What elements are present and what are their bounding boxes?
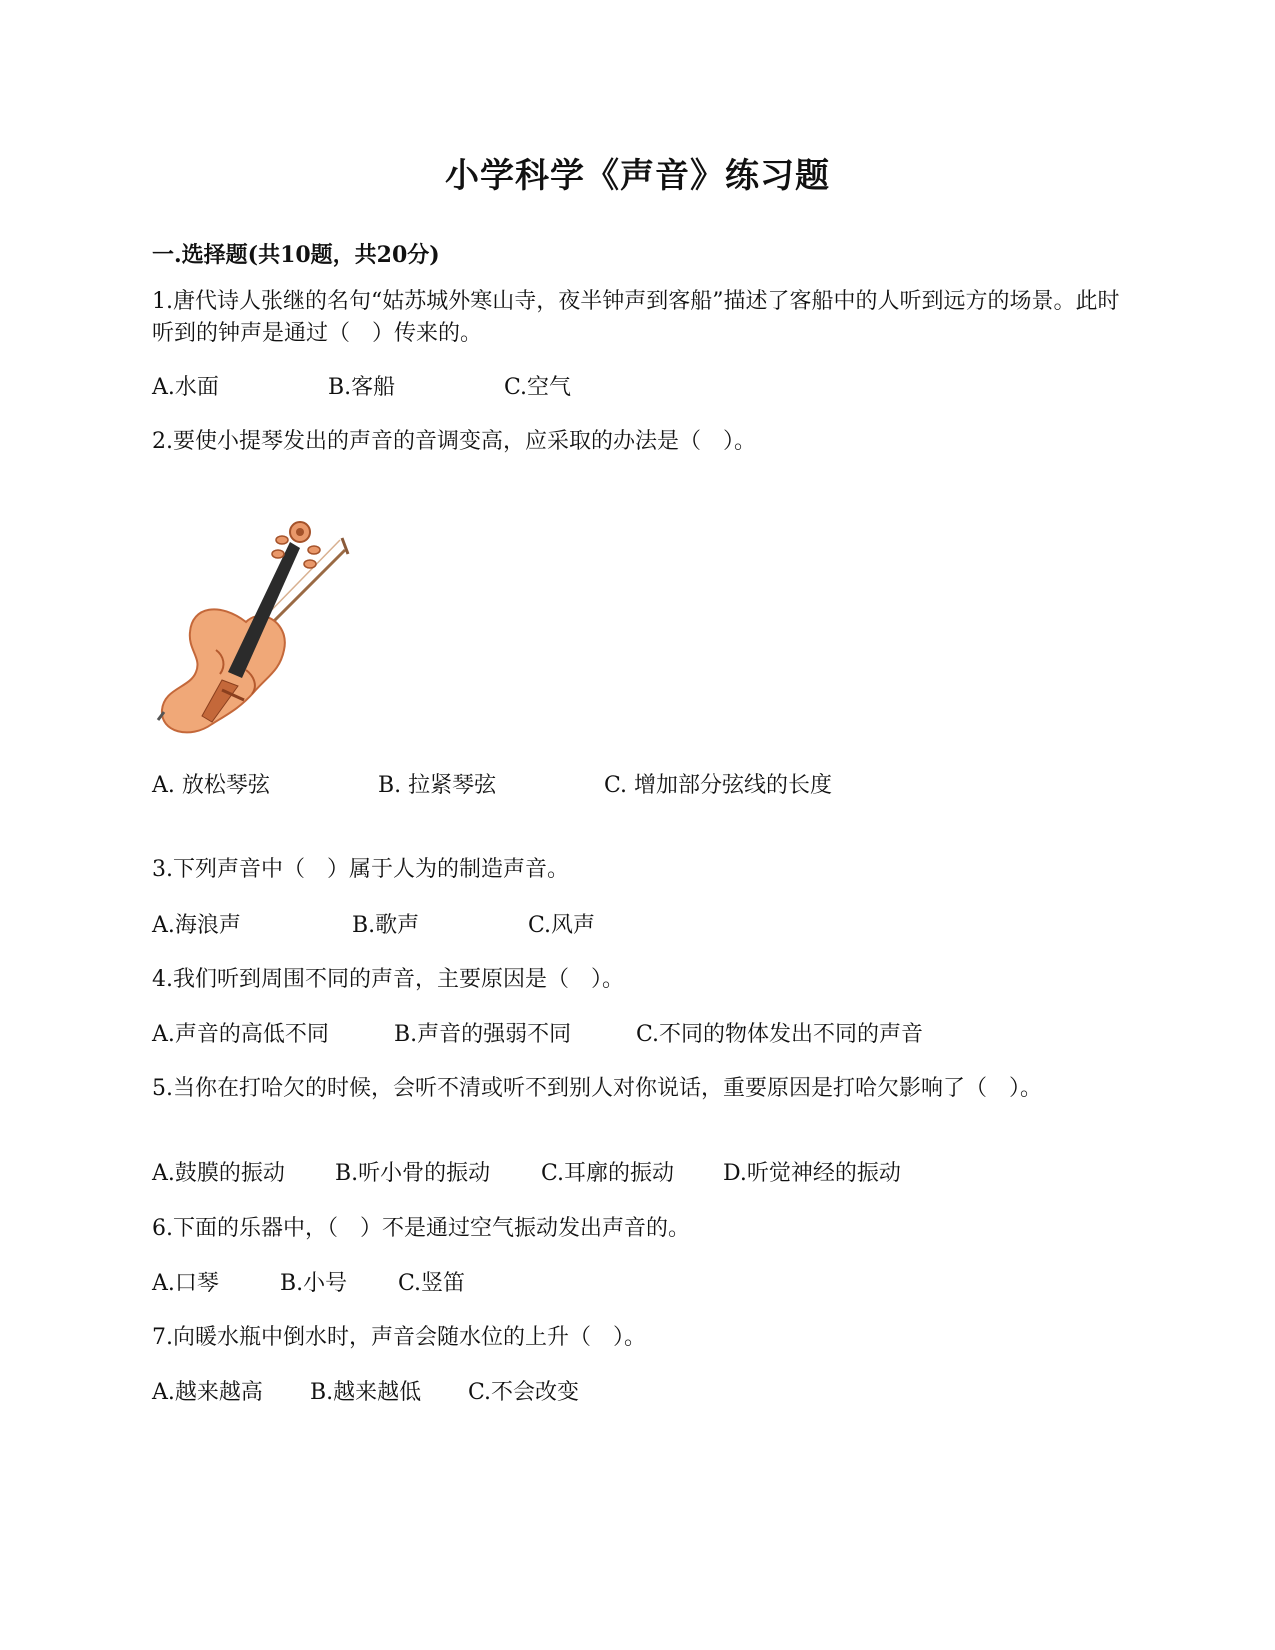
section-heading: 一.选择题(共10题，共20分) [152, 242, 440, 268]
option-c[interactable]: C.竖笛 [398, 1271, 466, 1296]
option-b[interactable]: B.歌声 [352, 913, 420, 938]
option-b[interactable]: B.越来越低 [310, 1380, 422, 1405]
option-b[interactable]: B.声音的强弱不同 [394, 1022, 572, 1047]
question-5-stem: 5.当你在打哈欠的时候，会听不清或听不到别人对你说话，重要原因是打哈欠影响了（ ）。 [152, 1076, 1042, 1101]
option-c[interactable]: C.不会改变 [468, 1380, 580, 1405]
option-a[interactable]: A.水面 [152, 375, 219, 400]
question-4-stem: 4.我们听到周围不同的声音，主要原因是（ ）。 [152, 967, 624, 992]
question-2-stem: 2.要使小提琴发出的声音的音调变高，应采取的办法是（ ）。 [152, 429, 756, 454]
option-c[interactable]: C.空气 [504, 375, 572, 400]
option-d[interactable]: D.听觉神经的振动 [723, 1161, 901, 1186]
question-7-stem: 7.向暖水瓶中倒水时，声音会随水位的上升（ ）。 [152, 1325, 646, 1350]
question-3-stem: 3.下列声音中（ ）属于人为的制造声音。 [152, 857, 569, 882]
option-a[interactable]: A.越来越高 [152, 1380, 263, 1405]
page-title: 小学科学《声音》练习题 [445, 156, 830, 196]
option-c[interactable]: C.耳廓的振动 [541, 1161, 675, 1186]
option-b[interactable]: B.小号 [280, 1271, 348, 1296]
option-b[interactable]: B. 拉紧琴弦 [378, 773, 497, 798]
question-1-stem: 1.唐代诗人张继的名句“姑苏城外寒山寺，夜半钟声到客船”描述了客船中的人听到远方的场景。此时听到的钟声是通过（ ）传来的。 [152, 289, 1120, 346]
option-a[interactable]: A.口琴 [152, 1271, 219, 1296]
option-c[interactable]: C.风声 [528, 913, 596, 938]
option-a[interactable]: A.声音的高低不同 [152, 1022, 329, 1047]
violin-icon [150, 510, 365, 740]
option-c[interactable]: C.不同的物体发出不同的声音 [636, 1022, 924, 1047]
option-a[interactable]: A. 放松琴弦 [152, 773, 270, 798]
question-6-stem: 6.下面的乐器中，（ ）不是通过空气振动发出声音的。 [152, 1216, 690, 1241]
option-c[interactable]: C. 增加部分弦线的长度 [604, 773, 833, 798]
option-b[interactable]: B.听小骨的振动 [335, 1161, 491, 1186]
option-a[interactable]: A.鼓膜的振动 [152, 1161, 285, 1186]
option-a[interactable]: A.海浪声 [152, 913, 241, 938]
option-b[interactable]: B.客船 [328, 375, 396, 400]
